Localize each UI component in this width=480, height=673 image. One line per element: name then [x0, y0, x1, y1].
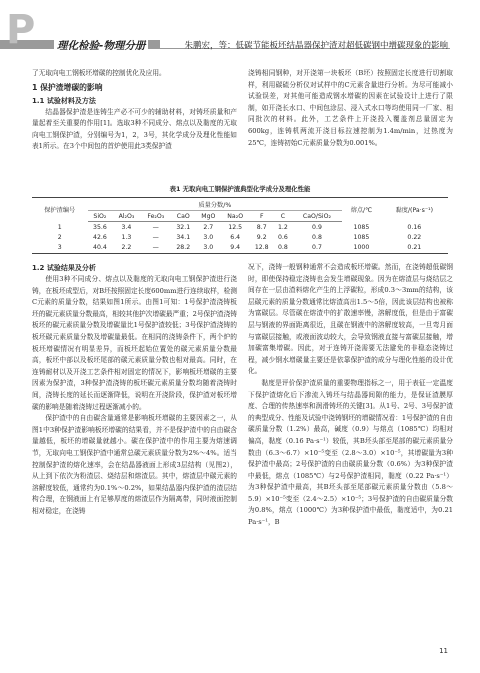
journal-logo-icon: P [6, 7, 36, 53]
table-header-melting-point: 熔点/℃ [342, 198, 380, 222]
table-cell: 42.6 [93, 234, 107, 242]
table-cell: 0.16 [407, 223, 422, 231]
table-cell: 3.0 [196, 243, 221, 254]
table-row [32, 243, 448, 254]
paragraph: 保护渣中的自由碳含量通常是影响板坯增碳的主要因素之一，从图1中3种保护渣影响板坯增碳的结果看，并不是保护渣中的自由碳含量越低，板坯的增碳量就越小。碳在保护渣中的作用主要为熔速调节，无取向电工钢保护渣中通常总碳元素质量分数为2%～4%。适当控制保护渣的熔化速率，会在结晶器液面上形成3层结构（见图2），从上到下依次为粉渣层、烧结层和熔渣层。其中，熔渣层中碳元素的溶解度较低，通常约为0.1%～0.2%，如果结晶器内保护渣的渣层结构合理，在钢液面上有足够厚度的熔渣层作为隔离带，同时液面控制相对稳定，在浇铸 [32, 414, 237, 515]
table-cell: 3.0 [203, 234, 214, 242]
table-subheader: CaO/SiO₂ [292, 211, 342, 222]
table-cell: 40.4 [88, 243, 113, 254]
paragraph: 使用3种不同成分、熔点以及黏度的无取向电工钢保护渣进行浇铸，在板坯成型后，对B坯按照固定长度600mm进行连续取样，检测C元素的质量分数，结果如图1所示。由图1可知：1号保护渣浇铸板坯的碳元素质量分数最高，相较其他护次增碳最严重；2号保护渣浇铸板坯的碳元素质量分数及增碳量比1号保护渣较低；3号保护渣浇铸的板坯碳元素质量分数及增碳量最低。在相同的浇铸条件下，两个炉的板坯增碳情况有明显差异，而板坯起始位置处的碳元素质量分数最高，板坯中部以及板坯尾部的碳元素质量分数也相对最高。同时，在连铸耐材以及开浇工艺条件相对固定的情况下，影响板坯增碳的主要因素为保护渣，3种保护渣浇铸的板坯碳元素质量分数均随着浇铸时间，浇铸长度的延长而逐渐降低，说明在开浇阶段，保护渣对板坯增碳的影响是随着浇铸过程逐渐减小的。 [32, 275, 237, 411]
table-subheader: C [274, 211, 292, 222]
page-header [0, 0, 480, 62]
composition-table [32, 184, 448, 254]
table-cell: 12.8 [249, 243, 274, 254]
paragraph: 结晶器保护渣是连铸生产必不可少的辅助材料，对铸坯质量和产量起着至关重要的作用[1]。选取3种不同成分、熔点以及黏度的无取向电工钢保护渣，分别编号为1，2，3号，其化学成分及理化性能如表1所示。在3个中间包的首炉使用此3类保护渣 [32, 107, 237, 151]
table-cell: 1 [57, 223, 62, 231]
table-cell: 1085 [353, 223, 370, 231]
table-cell: 28.2 [171, 243, 196, 254]
table-cell: 2.7 [203, 223, 214, 231]
table-subheader: Na₂O [221, 211, 249, 222]
table-subheader: MgO [196, 211, 221, 222]
running-head: 朱鹏宏，等：低碳节能板坯结晶器保护渣对超低碳钢中增碳现象的影响 [184, 41, 448, 51]
table-cell: — [152, 234, 159, 242]
table-cell: 0.9 [312, 223, 322, 231]
table-cell: 2 [57, 234, 62, 242]
table-cell: 35.6 [93, 223, 107, 231]
table-subheader: CaO [171, 211, 196, 222]
table-cell: 1.2 [278, 223, 288, 231]
table-cell: 9.2 [256, 234, 267, 242]
table-cell: 3.4 [121, 223, 132, 231]
paragraph: 了无取向电工钢板坯增碳的控制优化及应用。 [32, 69, 166, 77]
table-cell: 0.8 [274, 243, 292, 254]
table-cell: 1.3 [121, 234, 132, 242]
table-header-no: 保护渣编号 [32, 198, 88, 222]
table-subheader: Al₂O₃ [112, 211, 140, 222]
table-cell: 0.6 [278, 234, 288, 242]
table-cell: 1085 [353, 234, 370, 242]
paragraph: 况下，浇铸一般钢种通常不会造成板坯增碳。然而，在浇铸超低碳钢时，即使保持稳定浇铸也会发生增碳现象。因为在熔渣层与烧结层之间存在一层由渣料熔化产生的上浮碳粒，形成0.3～3mm的结构，该层碳元素的质量分数通常比熔渣高出1.5～5倍，因此该层结构也被称为富碳层。尽管碳在熔渣中的扩散速率慢，溶解度低，但是由于富碳层与钢液的界面距离很近，且碳在钢液中的溶解度较高，一旦弯月面与富碳层接触，或液面波动较大，会导致钢液直接与富碳层接触，增加碳富集增碳。因此，对于连铸开浇需要无法避免的非稳态浇铸过程，减少钢水增碳量主要还是依靠保护渣的成分与理化性能的设计优化。 [248, 263, 453, 376]
table-cell: 12.5 [228, 223, 243, 231]
table-header-viscosity: 黏度/(Pa·s⁻¹) [381, 198, 448, 222]
table-cell: 6.4 [230, 234, 241, 242]
table-cell: 34.1 [176, 234, 191, 242]
table-cell: 1000 [342, 243, 380, 254]
table-cell: 8.7 [256, 223, 267, 231]
table-cell: 32.1 [176, 223, 191, 231]
left-column-bottom [32, 262, 237, 517]
paragraph: 浇铸相同钢种，对开浇第一块板坯（B坯）按照固定长度进行切割取样，利用碳硫分析仪对试样中的C元素含量进行分析。为尽可能减小试验误差，对其他可能造成钢水增碳的因素在试验设计上进行了限制，如开浇长水口、中间包涂层、浸入式水口等均使用同一厂家、相同批次的材料。此外，工艺条件上开浇投入覆盖剂总量固定为600kg，连铸机两流开浇目标拉速控制为1.4m/min，过热度为25℃，连铸初始C元素质量分数为0.001%。 [248, 69, 453, 147]
subsection-heading: 1.1 试验材料及方法 [32, 96, 96, 105]
table-subheader: F [249, 211, 274, 222]
table-cell: 0.21 [381, 243, 448, 254]
right-column-top [248, 68, 453, 149]
table-cell: 0.8 [312, 234, 322, 242]
right-column-bottom [248, 262, 453, 529]
table-subheader: SiO₂ [88, 211, 113, 222]
table-cell: 0.7 [292, 243, 342, 254]
table-cell: 9.4 [221, 243, 249, 254]
subsection-heading: 1.2 试验结果及分析 [32, 264, 96, 272]
paragraph: 黏度是评价保护渣质量的重要物理指标之一，用于表征一定温度下保护渣熔化后下渗流入铸坯与结晶器间隙的能力，是保证渣膜厚度、合理的传热速率和润滑铸坯的关键[3]。从1号、2号、3号保护渣的典型成分、性能及试验中浇铸钢坯的增碳情况看：1号保护渣的自由碳质量分数（1.2%）最高，碱度（0.9）与熔点（1085℃）均相对偏高，黏度（0.16 Pa·s⁻¹）较低，其B坯头部至尾部的碳元素质量分数由（6.3～6.7）×10⁻⁵变至（2.8～3.0）×10⁻⁵，其增碳量为3种保护渣中最高；2号保护渣的自由碳质量分数（0.6%）为3种保护渣中最低，熔点（1085℃）与2号保护渣相同，黏度（0.22 Pa·s⁻¹）为3种保护渣中最高，其B坯头部至尾部碳元素质量分数由（5.8～5.9）×10⁻⁵变至（2.4～2.5）×10⁻⁵；3号保护渣的自由碳质量分数为0.8%，熔点（1000℃）为3种保护渣中最低，黏度适中，为0.21 Pa·s⁻¹，B [248, 378, 453, 527]
table-cell: — [141, 243, 171, 254]
left-column-top [32, 68, 237, 153]
table-header-group: 质量分数/% [88, 198, 343, 211]
table-cell: — [152, 223, 159, 231]
table-cell: 0.22 [407, 234, 422, 242]
table-cell: 2.2 [112, 243, 140, 254]
table-cell: 3 [32, 243, 88, 254]
table-row [32, 233, 448, 243]
table-subheader: Fe₂O₃ [141, 211, 171, 222]
journal-name: 理化检验-物理分册 [54, 38, 148, 53]
table-caption: 表1 无取向电工钢保护渣典型化学成分及理化性能 [169, 185, 311, 193]
page-number: 11 [439, 647, 448, 655]
section-heading: 1 保护渣增碳的影响 [32, 82, 103, 92]
table-row [32, 222, 448, 233]
